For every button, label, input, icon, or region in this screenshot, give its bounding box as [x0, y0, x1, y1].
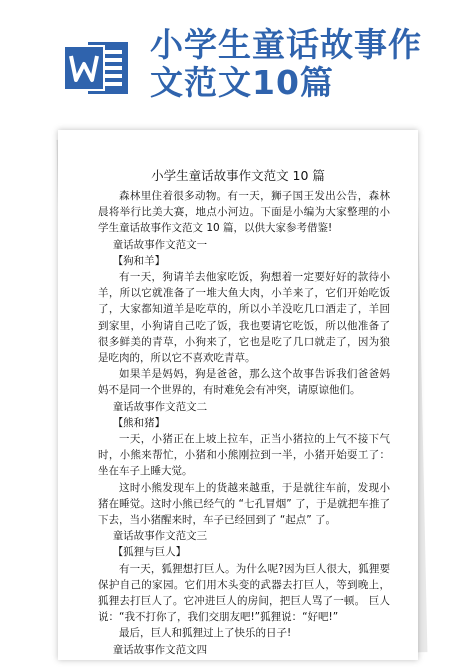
paragraph: 最后，巨人和狐狸过上了快乐的日子!	[119, 627, 292, 640]
paragraph: 如果羊是妈妈，狗是爸爸，那么这个故事告诉我们爸爸妈妈不是同一个世界的，有时难免会有冲突，请原谅他们。	[98, 368, 390, 397]
page-title	[150, 26, 422, 102]
paragraph: 有一天，狐狸想打巨人。为什么呢?因为巨人很大，狐狸要保护自己的家园。它们用木头变的武器去打巨人，等到晚上，狐狸去打巨人了。它冲进巨人的房间，把巨人骂了一顿。 巨人说：“我不打你了，我们交朋友吧!”狐狸说：“好吧!”	[98, 562, 390, 624]
section-heading: 童话故事作文范文二	[112, 400, 208, 413]
word-document-icon	[62, 38, 132, 98]
section-heading: 【狐狸与巨人】	[112, 546, 187, 559]
section-heading: 童话故事作文范文四	[112, 643, 208, 656]
section-heading: 童话故事作文范文三	[112, 530, 208, 543]
paragraph: 森林里住着很多动物。有一天，狮子国王发出公告，森林晨将举行比美大赛，地点小河边。下面是小编为大家整理的小学生童话故事作文范文 10 篇，以供大家参考借鉴!	[98, 190, 390, 235]
document-title: 小学生童话故事作文范文 10 篇	[151, 168, 325, 183]
paragraph: 有一天，狗请羊去他家吃饭，狗想着一定要好好的款待小羊，所以它就准备了一堆大鱼大肉，小羊来了，它们开始吃饭了，大家都知道羊是吃草的，所以小羊没吃几口酒走了，羊回到家里，小狗请自己吃了饭，我也要请它吃饭，所以他准备了很多鲜美的青草，小狗来了，它也是吃了几口就走了，因为狼是吃肉的，所以它不喜欢吃青草。	[98, 271, 390, 365]
section-heading: 【熊和猪】	[112, 416, 166, 429]
paragraph: 一天，小猪正在上坡上拉车，正当小猪拉的上气不接下气时，小熊来帮忙，小猪和小熊刚拉到一半，小猪开始耍工了：坐在车子上睡大觉。	[98, 433, 390, 478]
document-page	[58, 130, 418, 660]
page-title-line-1: 小学生童话故事作	[150, 25, 422, 64]
page-title-line-2: 文范文10篇	[150, 63, 334, 102]
section-heading: 【狗和羊】	[112, 254, 166, 267]
header-banner	[0, 0, 474, 122]
paragraph: 这时小熊发现车上的货越来越重，于是就往车前，发现小猪在睡觉。这时小熊已经气的 “七孔冒烟” 了，于是就把车推了下去，当小猪醒来时，车子已经回到了 “起点” 了。	[98, 481, 390, 527]
section-heading: 童话故事作文范文一	[112, 238, 208, 251]
document-body	[98, 188, 390, 658]
